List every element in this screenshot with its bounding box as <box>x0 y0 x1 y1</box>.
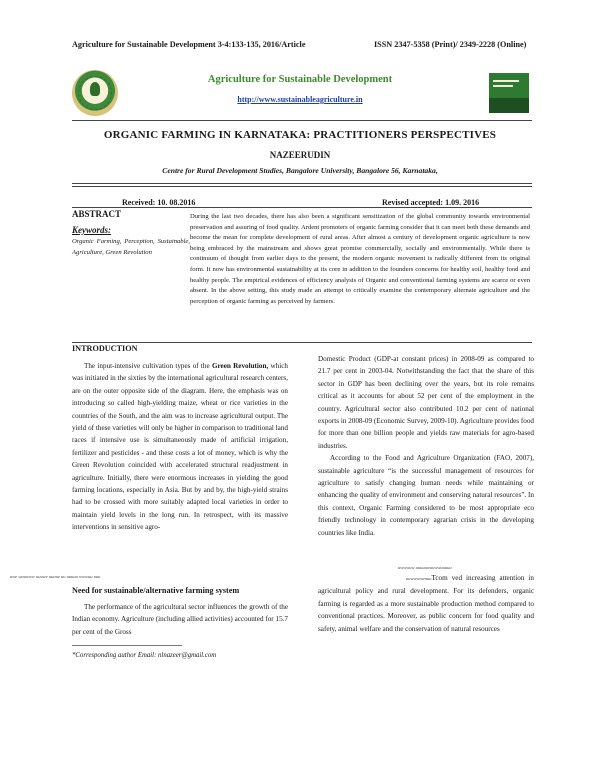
journal-name: Agriculture for Sustainable Development <box>207 74 393 85</box>
issn: ISSN 2347-5358 (Print)/ 2349-2228 (Online) <box>374 40 527 49</box>
footnote-rule <box>72 645 182 646</box>
corresponding-author-footnote: *Corresponding author Email: nlnazeer@gmail.com <box>72 652 217 659</box>
divider <box>72 342 532 343</box>
divider <box>72 207 532 208</box>
need-paragraph: The performance of the agricultural sector influences the growth of the Indian economy. Agriculture (including allied activities) accounted for 15.7 per cent of the Gross <box>72 603 288 636</box>
abstract-heading: ABSTRACT <box>72 209 122 219</box>
revised-date: Revised accepted: 1.09. 2016 <box>382 198 480 207</box>
introduction-paragraph: The input-intensive cultivation types of the Green Revolution, which was initiated in the sixties by the international agricultural research centers, are on the outer opposite side of the diagram. Here, the emphasis was on introducing so called high-yielding maize, wheat or rice varieties in the countries of the South, and the aim was to increase agricultural output. The yield of these varieties will only be higher in comparison to traditional land races if intensive use is simultaneously made of artificial irrigation, fertilizer and pesticides - and these costs a lot of money, which is why the Green Revolution coincided with accelerated structural readjustment in agriculture. Initially, there were enormous increases in yielding the good farming locations, especially in Asia. But by and by, the high-yield strains had to be crossed with more suitably adapted local varieties in order to maintain yield levels in the long run. In retrospect, with its massive interventions in sensitive agro- <box>72 362 288 532</box>
divider <box>72 120 532 121</box>
divider <box>72 186 532 187</box>
journal-url-link[interactable]: http://www.sustainableagriculture.in <box>237 95 363 104</box>
right-column-continuation: uuwwwuwnuuTcom ved increasing attention in agricultural policy and rural development. For its defenders, organic farming is regarded as a more sustainable production method compared to conventional practices. Moreover, as public concern for food quality and safety, animal welfare and the conservation of natural resources <box>318 574 534 633</box>
author-affiliation: Centre for Rural Development Studies, Bangalore University, Bangalore 56, Karnataka, <box>162 166 438 175</box>
abstract-text: During the last two decades, there has also been a significant sensitization of the global community towards environmental preservation and assuring of food quality. Ardent promoters of organic farming consider that it can meet both these demands and become the mean for complete development of rural areas. After almost a century of development organic agriculture is now being embraced by the mainstream and shows great promise commercially, socially and environmentally. While there is continuum of thought from earlier days to the present, the modern organic movement is radically different from its original form. It now has environmental sustainability at its core in addition to the founders concerns for healthy soil, healthy food and healthy people. The empirical evidences of efficiency analysis of Organic and conventional farming systems are scarce or even absent. In the above setting, this study made an attempt to critically examine the contemporary alternate agriculture and the perception of organic farming as perceived by farmers. <box>190 213 530 305</box>
author-name: NAZEERUDIN <box>269 150 331 160</box>
green-revolution-term: Green Revolution, <box>211 362 269 370</box>
received-date: Received: 10. 08.2016 <box>122 198 196 207</box>
introduction-heading: INTRODUCTION <box>72 344 138 353</box>
overlapping-fragment-left: uwe wauwww uuuwe uuuue uu uuuuu wwwuu uuu <box>10 574 101 579</box>
overlapping-fragment-right: uwwwuw uuuuuwuuwwuuuuu <box>398 565 452 570</box>
divider <box>72 183 532 184</box>
need-heading: Need for sustainable/alternative farming system <box>72 586 240 595</box>
right-column-text: Domestic Product (GDP-at constant prices) in 2008-09 as compared to 21.7 per cent in 2003-04. Notwithstanding the fact that the share of this sector in GDP has been declining over the years, but its role remains critical as it accounts for about 52 per cent of the employment in the country. Agricultural sector also contributed 10.2 per cent of national exports in 2008-09 (Economic Survey, 2009-10). Agriculture provides food for more than one billion people and yields raw materials for agro-based industries. According to the Food and Agriculture Organization (FAO, 2007), sustainable agriculture “is the successful management of resources for agriculture to satisfy changing human needs while maintaining or enhancing the quality of environment and conserving natural resources”. In this context, Organic Farming considered to be most appropriate eco friendly technology in contemporary agrarian crisis in the developing countries like India. <box>318 355 534 537</box>
keywords-list: Organic Farming, Perception, Sustainable, Agriculture, Green Revolution <box>72 238 190 256</box>
journal-citation: Agriculture for Sustainable Development 3-4:133-135, 2016/Article <box>72 40 306 49</box>
article-title: ORGANIC FARMING IN KARNATAKA: PRACTITIONERS PERSPECTIVES <box>103 129 497 141</box>
keywords-heading: Keywords: <box>72 225 111 235</box>
